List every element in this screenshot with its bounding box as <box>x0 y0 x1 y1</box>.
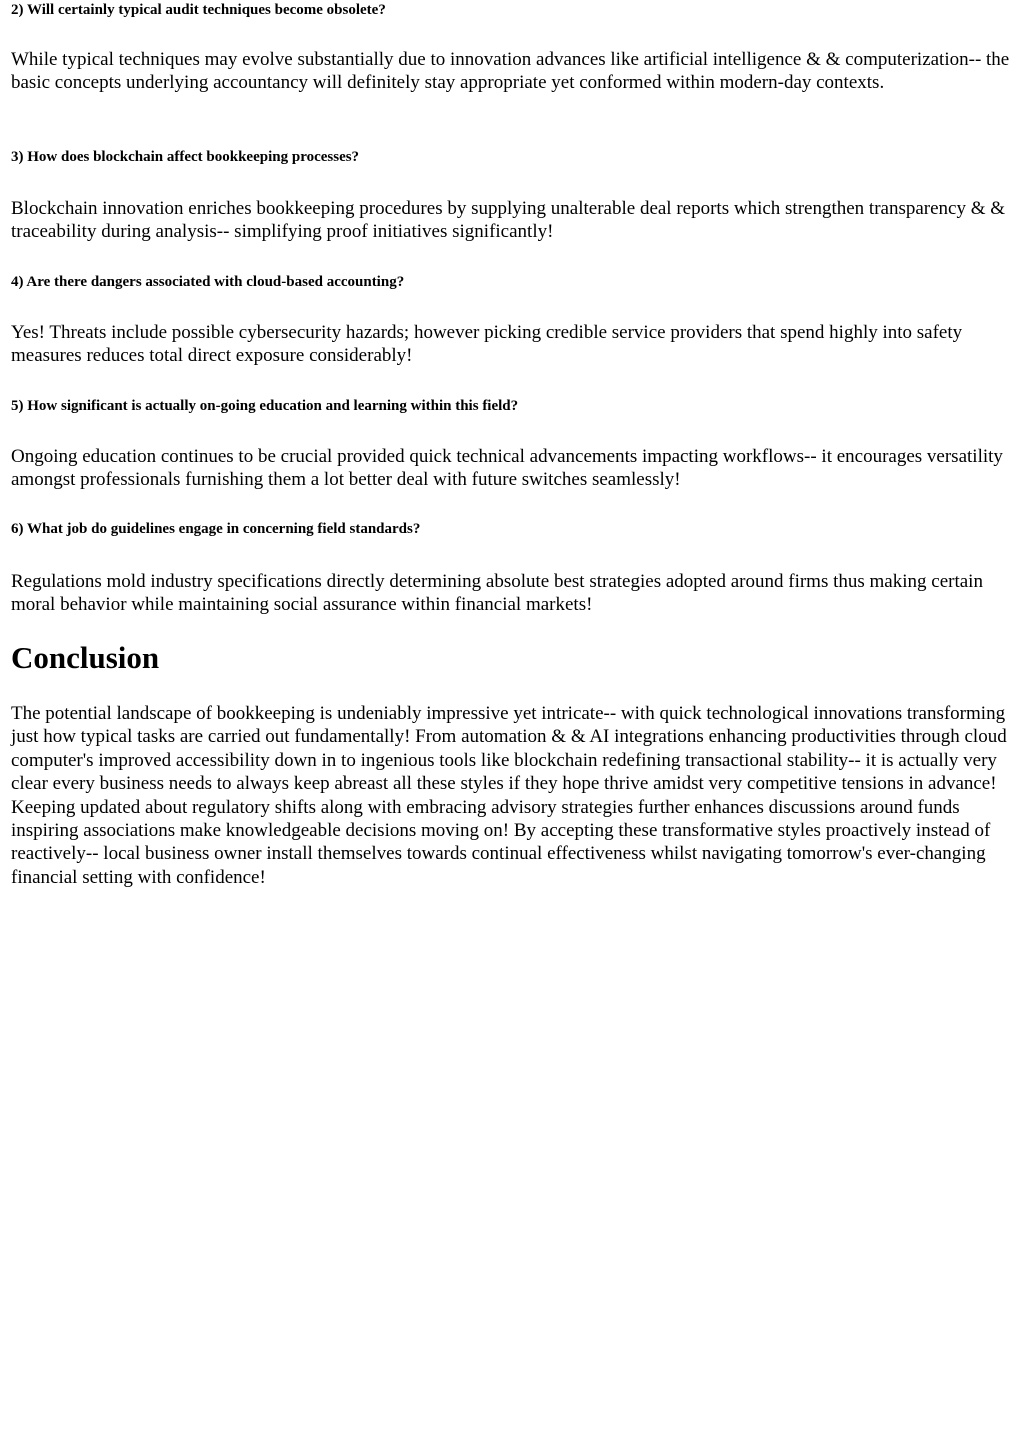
faq-question: 3) How does blockchain affect bookkeeping processes? <box>11 149 360 165</box>
faq-answer: Blockchain innovation enriches bookkeeping procedures by supplying unalterable deal reports which strengthen transparency & & traceability during analysis-- simplifying proof initiatives significantly! <box>11 198 1006 243</box>
faq-question: 4) Are there dangers associated with cloud-based accounting? <box>11 274 405 290</box>
faq-question: 6) What job do guidelines engage in concerning field standards? <box>11 521 421 537</box>
faq-answer: Regulations mold industry specifications directly determining absolute best strategies adopted around firms thus making certain moral behavior while maintaining social assurance within financial markets! <box>11 571 983 616</box>
faq-question: 5) How significant is actually on-going education and learning within this field? <box>11 398 519 414</box>
faq-answer: While typical techniques may evolve substantially due to innovation advances like artificial intelligence & & computerization-- the basic concepts underlying accountancy will definitely stay appropriate yet conformed within modern-day contexts. <box>11 49 1010 94</box>
conclusion-body: The potential landscape of bookkeeping is undeniably impressive yet intricate-- with quick technological innovations transforming just how typical tasks are carried out fundamentally! From automation & & AI integrations enhancing productivities through cloud computer's improved accessibility down in to ingenious tools like blockchain redefining transactional stability-- it is actually very clear every business needs to always keep abreast all these styles if they hope thrive amidst very competitive tensions in advance! Keeping updated about regulatory shifts along with embracing advisory strategies further enhances discussions around funds inspiring associations make knowledgeable decisions moving on! By accepting these transformative styles proactively instead of reactively-- local business owner install themselves towards continual effectiveness whilst navigating tomorrow's ever-changing financial setting with confidence! <box>11 703 1007 888</box>
conclusion-heading: Conclusion <box>11 640 160 675</box>
faq-answer: Yes! Threats include possible cybersecurity hazards; however picking credible service providers that spend highly into safety measures reduces total direct exposure considerably! <box>11 322 963 367</box>
faq-question: 2) Will certainly typical audit techniques become obsolete? <box>11 2 386 18</box>
faq-answer: Ongoing education continues to be crucial provided quick technical advancements impacting workflows-- it encourages versatility amongst professionals furnishing them a lot better deal with future switches seamlessly! <box>11 446 1003 491</box>
